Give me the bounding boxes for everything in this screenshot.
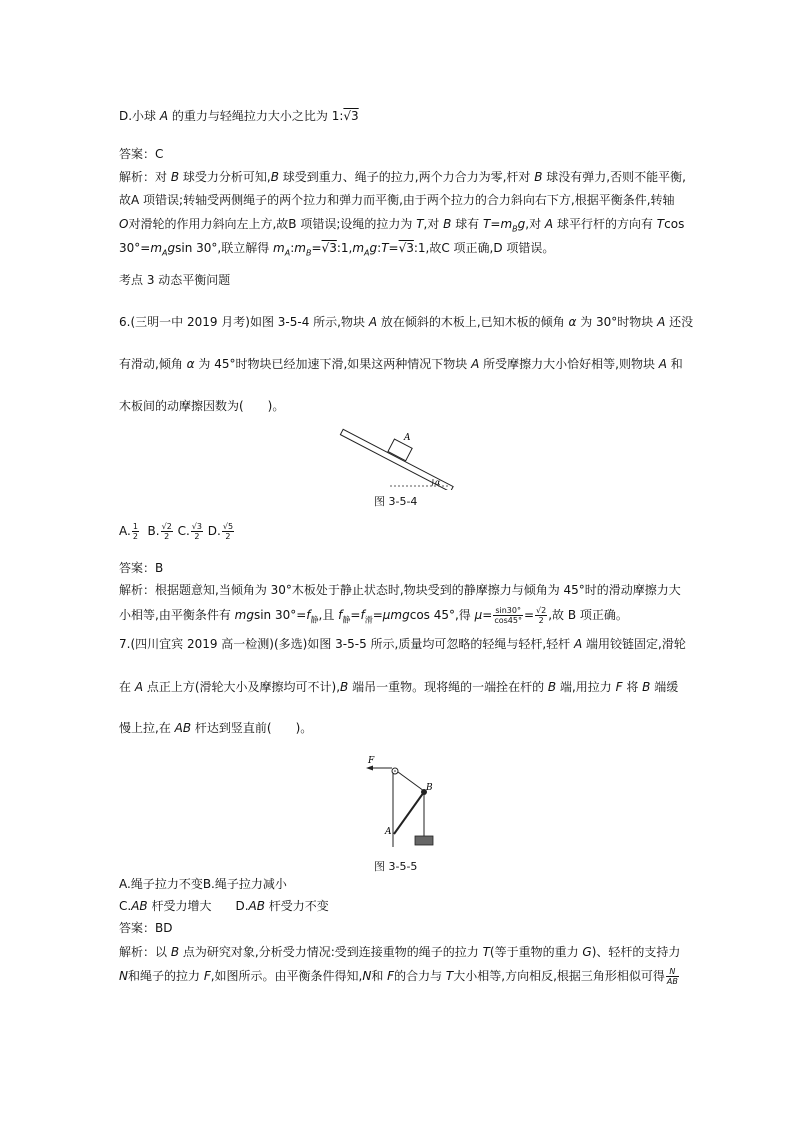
analysis-line-1: 解析：对 B 球受力分析可知,B 球受到重力、绳子的拉力,两个力合力为零,杆对 B 球没有弹力,否则不能平衡, <box>119 170 686 184</box>
q7-options-1: A.绳子拉力不变B.绳子拉力减小 <box>119 877 287 891</box>
label-a: A <box>385 827 392 837</box>
figure-caption-3-5-4: 图 3-5-4 <box>374 495 418 508</box>
q7-analysis-2: N和绳子的拉力 F,如图所示。由平衡条件得知,N和 F的合力与 T大小相等,方向相反,根据三角形相似可得 $\frac{N}{AB}$ <box>119 967 678 986</box>
option-d-prev: D.小球 A 的重力与轻绳拉力大小之比为 1:√3 <box>119 109 359 123</box>
block-label: A <box>404 433 411 443</box>
q7-answer: 答案：BD <box>119 921 173 935</box>
angle-label: α <box>435 478 441 487</box>
force-arrow <box>366 766 373 771</box>
q6-line-3: 木板间的动摩擦因数为( )。 <box>119 399 285 413</box>
figure-3-5-4 <box>336 424 458 490</box>
q6-answer: 答案：B <box>119 561 164 575</box>
q7-options-2: C.AB 杆受力增大 D.AB 杆受力不变 <box>119 899 329 913</box>
q7-analysis-1: 解析：以 B 点为研究对象,分析受力情况:受到连接重物的绳子的拉力 T(等于重物的重力 G)、轻杆的支持力 <box>119 945 681 959</box>
weight <box>415 836 433 845</box>
q6-analysis-2: 小相等,由平衡条件有 mgsin $30^\circ=f_静$,且 $f_静=f_滑=\mu mgcos$ 45°,得 μ= $\frac{\sin 30^\circ}{\cos 45^\circ}$ = $\frac{√2}{2}$ ,故 B 项正确。 <box>119 606 628 625</box>
answer-prev: 答案：C <box>119 147 164 161</box>
rod-ab <box>394 792 424 834</box>
q7-line-1: 7.(四川宜宾 2019 高一检测)(多选)如图 3-5-5 所示,质量均可忽略的轻绳与轻杆,轻杆 A 端用铰链固定,滑轮 <box>119 637 686 651</box>
figure-3-5-5 <box>358 750 440 850</box>
figure-caption-3-5-5: 图 3-5-5 <box>374 860 418 873</box>
q7-line-2: 在 A 点正上方(滑轮大小及摩擦均可不计),B 端吊一重物。现将绳的一端拴在杆的 B 端,用拉力 F 将 B 端缓 <box>119 680 679 694</box>
analysis-line-4: $30^\circ=m_Agsin$ 30°,联立解得 $m_A:m_B=√3:1,m_Ag:T=√3:1$,故C 项正确,D 项错误。 <box>119 241 555 258</box>
rope-to-b <box>398 772 424 791</box>
label-f: F <box>368 756 375 766</box>
analysis-line-3: O对滑轮的作用力斜向左上方,故B 项错误;设绳的拉力为 T,对 B 球有 $T=m_Bg$,对 A 球平行杆的方向有 Tcos <box>119 217 685 234</box>
section-title: 考点 3 动态平衡问题 <box>119 273 231 287</box>
q6-line-2: 有滑动,倾角 α 为 45°时物块已经加速下滑,如果这两种情况下物块 A 所受摩擦力大小恰好相等,则物块 A 和 <box>119 357 683 371</box>
q6-line-1: 6.(三明一中 2019 月考)如图 3-5-4 所示,物块 A 放在倾斜的木板上,已知木板的倾角 α 为 30°时物块 A 还没 <box>119 315 694 329</box>
label-b: B <box>426 783 433 793</box>
q6-options: A. $\frac{1}{2}$ B. $\frac{√2}{2}$ C. $\frac{√3}{2}$ D. $\frac{√5}{2}$ <box>119 522 234 541</box>
q7-line-3: 慢上拉,在 AB 杆达到竖直前( )。 <box>119 721 313 735</box>
analysis-line-2: 故A 项错误;转轴受两侧绳子的两个拉力和弹力而平衡,由于两个拉力的合力斜向右下方,根据平衡条件,转轴 <box>119 193 675 207</box>
q6-analysis-1: 解析：根据题意知,当倾角为 30°木板处于静止状态时,物块受到的静摩擦力与倾角为 45°时的滑动摩擦力大 <box>119 583 681 597</box>
